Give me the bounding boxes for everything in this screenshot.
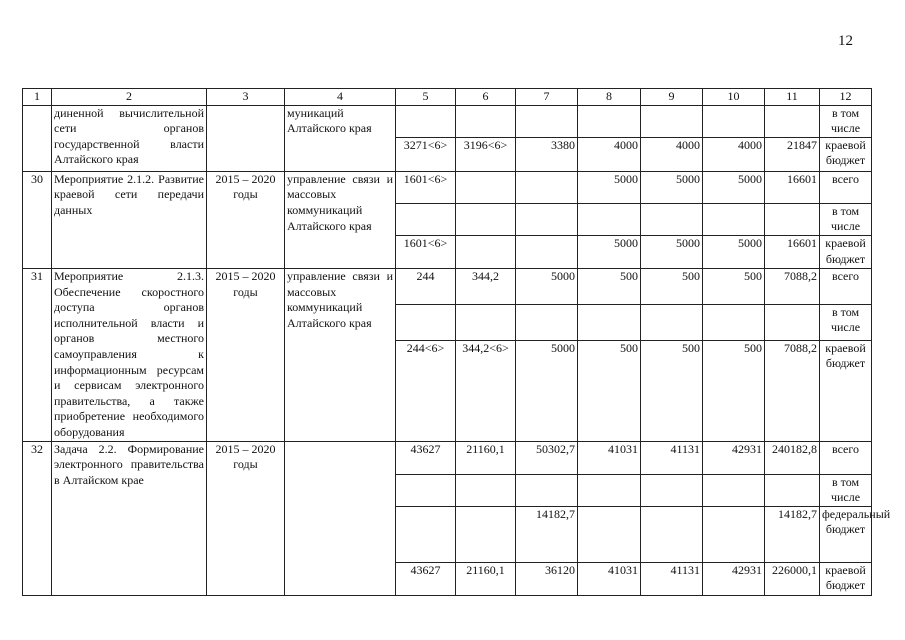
table-row [23,171,872,203]
value-cell: 226000,1 [765,562,820,595]
value-cell [456,105,516,137]
value-cell: 344,2<6> [456,340,516,441]
row-number: 30 [23,171,52,268]
funding-source: в том числе [820,474,872,506]
value-cell: 344,2 [456,268,516,304]
value-cell [641,506,703,562]
value-cell: 3380 [516,137,578,171]
executor: управление связи и массовых коммуникаций Алтайского края [285,171,396,268]
value-cell: 43627 [396,562,456,595]
value-cell: 16601 [765,235,820,268]
value-cell [516,203,578,235]
value-cell [641,203,703,235]
col-header: 3 [207,89,285,106]
value-cell [578,506,641,562]
value-cell [765,203,820,235]
col-header: 6 [456,89,516,106]
value-cell [396,203,456,235]
value-cell [703,474,765,506]
value-cell: 7088,2 [765,268,820,304]
funding-source: в том числе [820,203,872,235]
value-cell: 1601<6> [396,171,456,203]
value-cell: 14182,7 [516,506,578,562]
col-header: 1 [23,89,52,106]
funding-source: всего [820,171,872,203]
program-table [22,88,891,596]
page-number: 12 [838,33,853,49]
col-header: 11 [765,89,820,106]
activity-name: Мероприятие 2.1.3. Обеспечение скоростного доступа органов исполнительной власти и органов местного самоуправления к информационным ресурсам и сервисам электронного правительства, а также приобретение необходимого оборудования [52,268,207,441]
value-cell: 500 [703,340,765,441]
funding-source: федеральный бюджет [820,506,872,562]
value-cell: 14182,7 [765,506,820,562]
col-header: 2 [52,89,207,106]
value-cell: 240182,8 [765,441,820,474]
value-cell: 43627 [396,441,456,474]
value-cell [516,474,578,506]
period-years: 2015 – 2020 годы [207,268,285,441]
col-header: 10 [703,89,765,106]
value-cell: 5000 [578,171,641,203]
value-cell [456,171,516,203]
value-cell: 42931 [703,441,765,474]
value-cell [456,304,516,340]
value-cell: 1601<6> [396,235,456,268]
value-cell: 5000 [578,235,641,268]
executor: управление связи и массовых коммуникаций Алтайского края [285,268,396,441]
value-cell: 5000 [516,268,578,304]
value-cell: 7088,2 [765,340,820,441]
value-cell [578,304,641,340]
value-cell: 41131 [641,562,703,595]
value-cell: 244 [396,268,456,304]
value-cell: 21160,1 [456,441,516,474]
value-cell [456,235,516,268]
table-row [23,268,872,304]
value-cell: 5000 [641,171,703,203]
value-cell: 21160,1 [456,562,516,595]
funding-source: краевой бюджет [820,137,872,171]
period-years: 2015 – 2020 годы [207,441,285,595]
value-cell: 5000 [641,235,703,268]
funding-source: краевой бюджет [820,235,872,268]
value-cell: 41031 [578,441,641,474]
value-cell [516,304,578,340]
value-cell [641,474,703,506]
value-cell [765,474,820,506]
funding-source: всего [820,441,872,474]
value-cell [578,203,641,235]
value-cell: 500 [641,340,703,441]
value-cell [456,506,516,562]
funding-source: краевой бюджет [820,562,872,595]
value-cell [396,304,456,340]
value-cell [396,105,456,137]
value-cell: 4000 [703,137,765,171]
value-cell [641,304,703,340]
col-header: 7 [516,89,578,106]
value-cell: 36120 [516,562,578,595]
value-cell [578,474,641,506]
value-cell [456,474,516,506]
value-cell [516,235,578,268]
executor: муникаций Алтайского края [285,105,396,171]
value-cell: 244<6> [396,340,456,441]
value-cell: 50302,7 [516,441,578,474]
row-number [23,105,52,171]
value-cell: 500 [578,268,641,304]
activity-name: Задача 2.2. Формирование электронного правительства в Алтайском крае [52,441,207,595]
table-row [23,105,872,137]
value-cell: 16601 [765,171,820,203]
value-cell: 41131 [641,441,703,474]
value-cell [516,171,578,203]
value-cell [456,203,516,235]
activity-name: диненной вычислительной сети органов государственной власти Алтайского края [52,105,207,171]
value-cell: 41031 [578,562,641,595]
value-cell: 5000 [703,235,765,268]
value-cell [703,105,765,137]
col-header: 4 [285,89,396,106]
funding-source: всего [820,268,872,304]
period-years [207,105,285,171]
value-cell: 3196<6> [456,137,516,171]
value-cell [765,304,820,340]
value-cell: 500 [703,268,765,304]
activity-name: Мероприятие 2.1.2. Развитие краевой сети передачи данных [52,171,207,268]
value-cell [703,506,765,562]
executor [285,441,396,595]
funding-source: в том числе [820,105,872,137]
table-row [23,441,872,474]
value-cell: 500 [578,340,641,441]
value-cell: 4000 [578,137,641,171]
row-number: 31 [23,268,52,441]
funding-source: краевой бюджет [820,340,872,441]
value-cell [396,506,456,562]
col-header: 12 [820,89,872,106]
col-header: 5 [396,89,456,106]
value-cell: 5000 [703,171,765,203]
header-row [23,89,872,106]
value-cell: 500 [641,268,703,304]
value-cell [703,203,765,235]
period-years: 2015 – 2020 годы [207,171,285,268]
value-cell [516,105,578,137]
col-header: 8 [578,89,641,106]
value-cell [578,105,641,137]
value-cell [765,105,820,137]
value-cell [396,474,456,506]
value-cell: 5000 [516,340,578,441]
value-cell [641,105,703,137]
value-cell: 21847 [765,137,820,171]
row-number: 32 [23,441,52,595]
value-cell: 3271<6> [396,137,456,171]
value-cell: 42931 [703,562,765,595]
value-cell: 4000 [641,137,703,171]
col-header: 9 [641,89,703,106]
value-cell [703,304,765,340]
funding-source: в том числе [820,304,872,340]
